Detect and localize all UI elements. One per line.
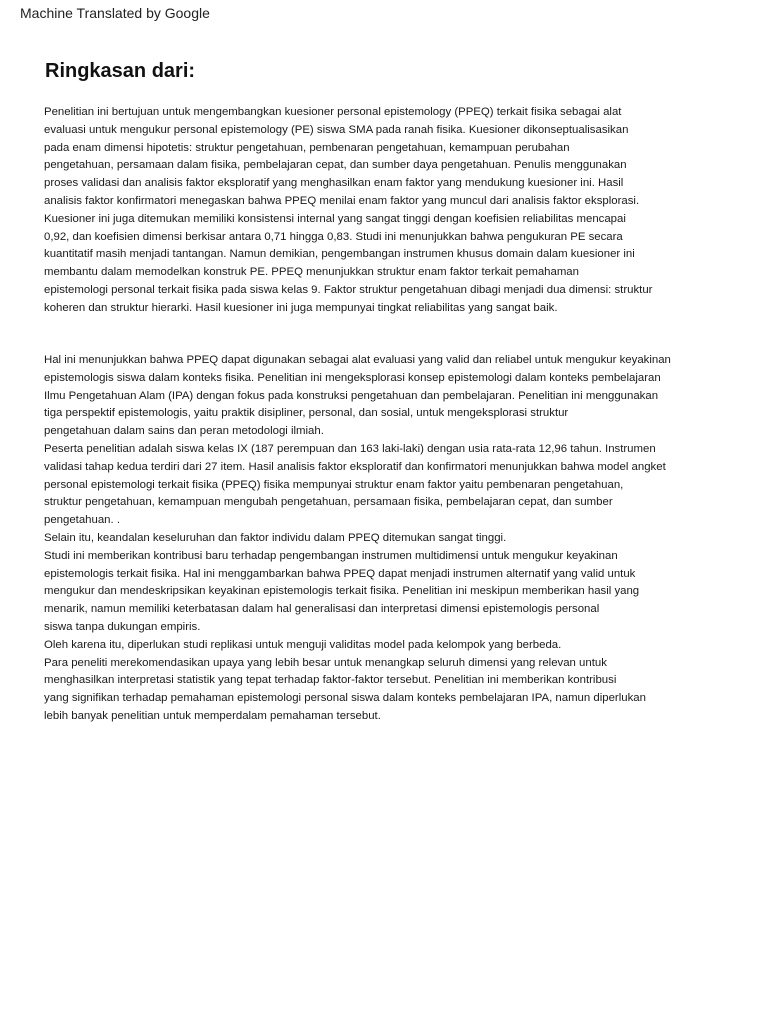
text-line: pada enam dimensi hipotetis: struktur pengetahuan, pembenaran pengetahuan, kemampuan perubahan: [44, 141, 570, 154]
text-line: Ilmu Pengetahuan Alam (IPA) dengan fokus pada konstruksi pengetahuan dan pembelajaran. Penelitian ini menggunakan: [44, 389, 659, 402]
text-line: menarik, namun memiliki keterbatasan dalam hal generalisasi dan interpretasi dimensi epistemologis personal: [44, 603, 600, 616]
text-line: kuantitatif masih menjadi tantangan. Namun demikian, pengembangan instrumen khusus domain dalam kuesioner ini: [44, 248, 635, 261]
text-line: pengetahuan dalam sains dan peran metodologi ilmiah.: [44, 425, 324, 438]
text-line: Hal ini menunjukkan bahwa PPEQ dapat digunakan sebagai alat evaluasi yang valid dan reliabel untuk mengukur keyakinan: [44, 354, 671, 366]
text-line: validasi tahap kedua terdiri dari 27 item. Hasil analisis faktor eksploratif dan konfirmatori menunjukkan bahwa model angket: [44, 460, 666, 473]
text-line: Studi ini memberikan kontribusi baru terhadap pengembangan instrumen multidimensi untuk mengukur keyakinan: [44, 549, 618, 562]
text-line: struktur pengetahuan, kemampuan mengubah pengetahuan, persamaan fisika, pembelajaran cepat, dan sumber: [44, 496, 613, 509]
abstract-paragraph-1: [44, 104, 652, 318]
text-line: siswa tanpa dukungan empiris.: [44, 620, 201, 633]
text-line: yang signifikan terhadap pemahaman epistemologi personal siswa dalam konteks pembelajaran IPA, namun diperlukan: [44, 692, 646, 705]
text-line: lebih banyak penelitian untuk memperdalam pemahaman tersebut.: [44, 709, 381, 722]
text-line: epistemologis siswa dalam konteks fisika. Penelitian ini mengeksplorasi konsep epistemologi dalam konteks pembelajaran: [44, 371, 661, 384]
text-line: analisis faktor konfirmatori menegaskan bahwa PPEQ menilai enam faktor yang muncul dari analisis faktor eksplorasi.: [44, 194, 640, 207]
text-line: membantu dalam memodelkan konstruk PE. PPEQ menunjukkan struktur enam faktor terkait pemahaman: [44, 266, 579, 279]
text-line: koheren dan struktur hierarki. Hasil kuesioner ini juga mempunyai tingkat reliabilitas yang sangat baik.: [44, 301, 558, 314]
text-line: 0,92, dan koefisien dimensi berkisar antara 0,71 hingga 0,83. Studi ini menunjukkan bahwa pengukuran PE secara: [44, 230, 623, 243]
abstract-paragraph-2: [44, 352, 671, 726]
text-line: epistemologi personal terkait fisika pada siswa kelas 9. Faktor struktur pengetahuan dibagi menjadi dua dimensi: struktur: [44, 283, 653, 296]
text-line: tiga perspektif epistemologis, yaitu praktik disipliner, personal, dan sosial, untuk mengeksplorasi struktur: [44, 407, 569, 420]
text-line: Peserta penelitian adalah siswa kelas IX (187 perempuan dan 163 laki-laki) dengan usia rata-rata 12,96 tahun. Instrumen: [44, 442, 656, 455]
machine-translation-banner: Machine Translated by Google: [20, 5, 210, 21]
text-line: Penelitian ini bertujuan untuk mengembangkan kuesioner personal epistemology (PPEQ) terkait fisika sebagai alat: [44, 106, 622, 118]
text-line: Para peneliti merekomendasikan upaya yang lebih besar untuk menangkap seluruh dimensi yang relevan untuk: [44, 656, 607, 669]
text-line: menghasilkan interpretasi statistik yang tepat terhadap faktor-faktor tersebut. Penelitian ini memberikan kontribusi: [44, 674, 617, 687]
text-line: pengetahuan, persamaan dalam fisika, pembelajaran cepat, dan sumber daya pengetahuan. Penulis menggunakan: [44, 159, 627, 172]
text-line: mengukur dan mendeskripsikan keyakinan epistemologis terkait fisika. Penelitian ini meskipun memberikan hasil yang: [44, 585, 640, 598]
text-line: evaluasi untuk mengukur personal epistemology (PE) siswa SMA pada ranah fisika. Kuesioner dikonseptualisasikan: [44, 123, 629, 136]
text-line: personal epistemologi terkait fisika (PPEQ) fisika mempunyai struktur enam faktor yaitu pembenaran pengetahuan,: [44, 478, 624, 491]
text-line: proses validasi dan analisis faktor eksploratif yang menghasilkan enam faktor yang mendukung kuesioner ini. Hasil: [44, 177, 624, 190]
text-line: epistemologis terkait fisika. Hal ini menggambarkan bahwa PPEQ dapat menjadi instrumen alternatif yang valid untuk: [44, 567, 636, 580]
page-title: Ringkasan dari:: [45, 60, 196, 82]
text-line: Selain itu, keandalan keseluruhan dan faktor individu dalam PPEQ ditemukan sangat tinggi.: [44, 531, 507, 544]
text-line: pengetahuan. .: [44, 514, 121, 527]
text-line: Oleh karena itu, diperlukan studi replikasi untuk menguji validitas model pada kelompok yang berbeda.: [44, 638, 562, 651]
text-line: Kuesioner ini juga ditemukan memiliki konsistensi internal yang sangat tinggi dengan koefisien reliabilitas mencapai: [44, 212, 626, 225]
